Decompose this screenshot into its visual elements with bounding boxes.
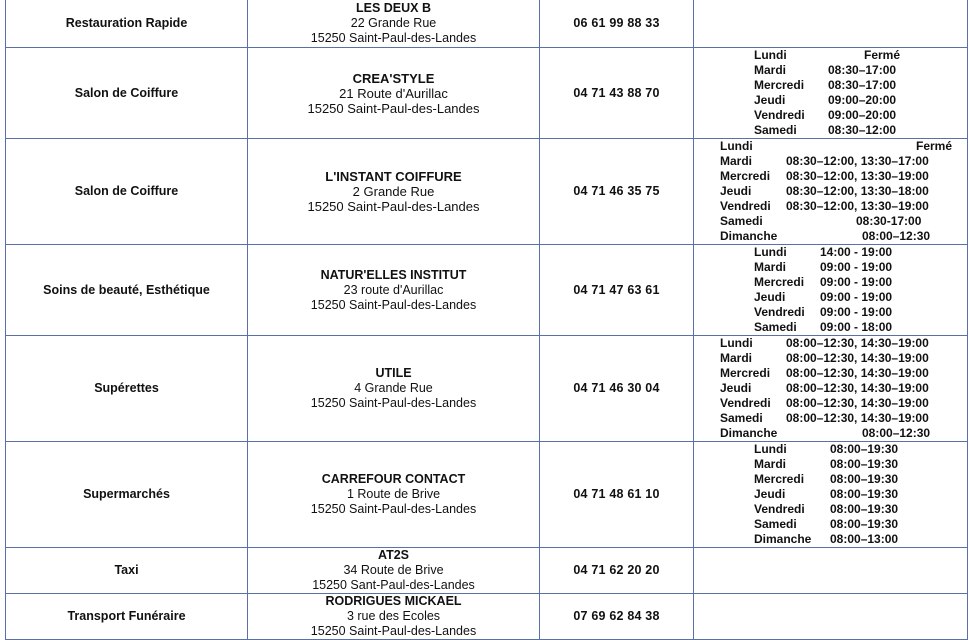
hours-row	[720, 366, 967, 381]
business-city: 15250 Sant-Paul-des-Landes	[312, 578, 475, 592]
hours-row	[720, 351, 967, 366]
day: Lundi	[754, 442, 787, 456]
time: 08:00–19:30	[830, 472, 899, 486]
business-city: 15250 Saint-Paul-des-Landes	[310, 624, 477, 638]
business-name: AT2S	[377, 548, 410, 562]
business-name: CARREFOUR CONTACT	[321, 472, 466, 486]
hours-cell	[694, 594, 968, 640]
time: 08:00–19:30	[830, 487, 899, 501]
category-cell: Transport Funéraire	[6, 594, 248, 640]
day: Jeudi	[720, 381, 752, 395]
business-cell	[248, 442, 540, 548]
time: 08:30-17:00	[856, 214, 922, 228]
hours-row	[754, 502, 967, 517]
day: Vendredi	[720, 199, 771, 213]
day: Samedi	[754, 123, 797, 137]
day: Jeudi	[754, 93, 786, 107]
time: 08:00–19:30	[830, 457, 899, 471]
hours-row	[720, 336, 967, 351]
business-name: CREA'STYLE	[352, 70, 435, 86]
phone-cell: 04 71 46 30 04	[540, 336, 694, 442]
business-name: NATUR'ELLES INSTITUT	[320, 267, 467, 282]
hours-row	[720, 214, 967, 229]
hours-cell	[694, 548, 968, 594]
day: Jeudi	[720, 184, 752, 198]
time: 09:00–20:00	[828, 108, 897, 122]
business-address: 4 Grande Rue	[354, 381, 433, 395]
table-row	[6, 336, 968, 442]
business-city: 15250 Saint-Paul-des-Landes	[307, 100, 480, 116]
time: 08:30–17:00	[828, 63, 897, 77]
day: Lundi	[720, 139, 753, 153]
hours-row	[720, 411, 967, 426]
hours-row	[720, 426, 967, 441]
time: 09:00 - 18:00	[820, 320, 893, 334]
day: Samedi	[754, 320, 797, 334]
day: Mercredi	[720, 366, 771, 380]
day: Mardi	[754, 63, 787, 77]
day: Mercredi	[720, 169, 771, 183]
business-address: 2 Grande Rue	[352, 184, 435, 199]
business-address: 3 rue des Ecoles	[346, 609, 441, 623]
hours-row	[754, 457, 967, 472]
hours-cell	[694, 336, 968, 442]
table-row	[6, 442, 968, 548]
day: Mercredi	[754, 275, 805, 289]
hours-row	[720, 381, 967, 396]
time: 08:00–12:30, 14:30–19:00	[786, 411, 929, 425]
hours-row	[754, 275, 967, 290]
hours-row	[720, 169, 967, 184]
table-row	[6, 594, 968, 640]
business-city: 15250 Saint-Paul-des-Landes	[310, 297, 477, 312]
time: 08:30–12:00, 13:30–18:00	[786, 184, 929, 198]
hours-row	[720, 229, 967, 244]
phone-cell: 04 71 62 20 20	[540, 548, 694, 594]
hours-row	[754, 63, 967, 78]
category-cell: Restauration Rapide	[6, 0, 248, 48]
time: 08:30–12:00, 13:30–19:00	[786, 199, 929, 213]
day: Jeudi	[754, 487, 786, 501]
hours-row	[754, 290, 967, 305]
hours-row	[754, 472, 967, 487]
category-cell: Salon de Coiffure	[6, 139, 248, 245]
business-address: 23 route d'Aurillac	[343, 282, 444, 297]
business-address: 21 Route d'Aurillac	[339, 85, 448, 101]
day: Jeudi	[754, 290, 786, 304]
business-address: 22 Grande Rue	[350, 15, 437, 30]
time: 09:00 - 19:00	[820, 290, 893, 304]
category-cell: Supermarchés	[6, 442, 248, 548]
time: 08:00–12:30, 14:30–19:00	[786, 336, 929, 350]
hours-cell	[694, 48, 968, 139]
day: Mercredi	[754, 472, 805, 486]
time: 08:30–12:00	[828, 123, 897, 137]
category-cell: Soins de beauté, Esthétique	[6, 245, 248, 336]
hours-cell	[694, 245, 968, 336]
phone-cell: 04 71 46 35 75	[540, 139, 694, 245]
time: 09:00 - 19:00	[820, 260, 893, 274]
business-cell	[248, 336, 540, 442]
hours-row	[754, 123, 967, 138]
day: Lundi	[754, 245, 787, 259]
table-row	[6, 48, 968, 139]
time: Fermé	[864, 48, 901, 62]
time: 08:00–19:30	[830, 442, 899, 456]
day: Vendredi	[754, 502, 805, 516]
hours-cell	[694, 442, 968, 548]
hours-row	[754, 245, 967, 260]
day: Mardi	[720, 351, 753, 365]
table-row	[6, 245, 968, 336]
time: 08:30–12:00, 13:30–19:00	[786, 169, 929, 183]
hours-row	[720, 184, 967, 199]
hours-row	[720, 199, 967, 214]
day: Dimanche	[720, 426, 778, 440]
business-cell	[248, 594, 540, 640]
hours-row	[720, 154, 967, 169]
time: 14:00 - 19:00	[820, 245, 893, 259]
time: 09:00 - 19:00	[820, 305, 893, 319]
table-row	[6, 0, 968, 48]
hours-row	[754, 108, 967, 123]
hours-row	[754, 260, 967, 275]
day: Vendredi	[754, 305, 805, 319]
day: Samedi	[720, 411, 763, 425]
business-cell	[248, 548, 540, 594]
time: 08:00–19:30	[830, 517, 899, 531]
hours-row	[754, 320, 967, 335]
day: Mardi	[720, 154, 753, 168]
day: Samedi	[754, 517, 797, 531]
hours-row	[754, 532, 967, 547]
day: Dimanche	[720, 229, 778, 243]
hours-row	[754, 48, 967, 63]
hours-row	[720, 396, 967, 411]
day: Dimanche	[754, 532, 812, 546]
business-name: UTILE	[375, 366, 412, 380]
business-directory-table	[5, 0, 968, 640]
time: 08:00–12:30	[862, 229, 931, 243]
phone-cell: 06 61 99 88 33	[540, 0, 694, 48]
phone-cell: 04 71 43 88 70	[540, 48, 694, 139]
day: Mercredi	[754, 78, 805, 92]
hours-row	[754, 487, 967, 502]
hours-row	[754, 442, 967, 457]
category-cell: Taxi	[6, 548, 248, 594]
time: 08:00–12:30, 14:30–19:00	[786, 366, 929, 380]
day: Mardi	[754, 260, 787, 274]
business-cell	[248, 245, 540, 336]
business-city: 15250 Saint-Paul-des-Landes	[307, 199, 480, 214]
time: 09:00–20:00	[828, 93, 897, 107]
day: Mardi	[754, 457, 787, 471]
time: Fermé	[916, 139, 953, 153]
day: Vendredi	[720, 396, 771, 410]
hours-cell	[694, 0, 968, 48]
hours-row	[720, 139, 967, 154]
phone-cell: 04 71 48 61 10	[540, 442, 694, 548]
time: 09:00 - 19:00	[820, 275, 893, 289]
business-address: 1 Route de Brive	[346, 487, 441, 501]
time: 08:00–19:30	[830, 502, 899, 516]
hours-row	[754, 93, 967, 108]
hours-row	[754, 78, 967, 93]
time: 08:30–17:00	[828, 78, 897, 92]
time: 08:00–12:30	[862, 426, 931, 440]
table-row	[6, 548, 968, 594]
business-address: 34 Route de Brive	[343, 563, 444, 577]
phone-cell: 07 69 62 84 38	[540, 594, 694, 640]
hours-row	[754, 305, 967, 320]
business-city: 15250 Saint-Paul-des-Landes	[310, 30, 477, 45]
category-cell: Salon de Coiffure	[6, 48, 248, 139]
time: 08:00–12:30, 14:30–19:00	[786, 381, 929, 395]
time: 08:00–12:30, 14:30–19:00	[786, 396, 929, 410]
hours-cell	[694, 139, 968, 245]
business-cell	[248, 0, 540, 48]
business-city: 15250 Saint-Paul-des-Landes	[310, 396, 477, 410]
business-name: LES DEUX B	[355, 0, 431, 15]
business-name: L'INSTANT COIFFURE	[325, 169, 462, 184]
hours-row	[754, 517, 967, 532]
day: Lundi	[720, 336, 753, 350]
day: Lundi	[754, 48, 787, 62]
day: Samedi	[720, 214, 763, 228]
phone-cell: 04 71 47 63 61	[540, 245, 694, 336]
table-row	[6, 139, 968, 245]
day: Vendredi	[754, 108, 805, 122]
business-city: 15250 Saint-Paul-des-Landes	[310, 502, 477, 516]
time: 08:00–13:00	[830, 532, 899, 546]
category-cell: Supérettes	[6, 336, 248, 442]
business-cell	[248, 139, 540, 245]
time: 08:30–12:00, 13:30–17:00	[786, 154, 929, 168]
business-name: RODRIGUES MICKAEL	[325, 594, 462, 608]
business-cell	[248, 48, 540, 139]
time: 08:00–12:30, 14:30–19:00	[786, 351, 929, 365]
